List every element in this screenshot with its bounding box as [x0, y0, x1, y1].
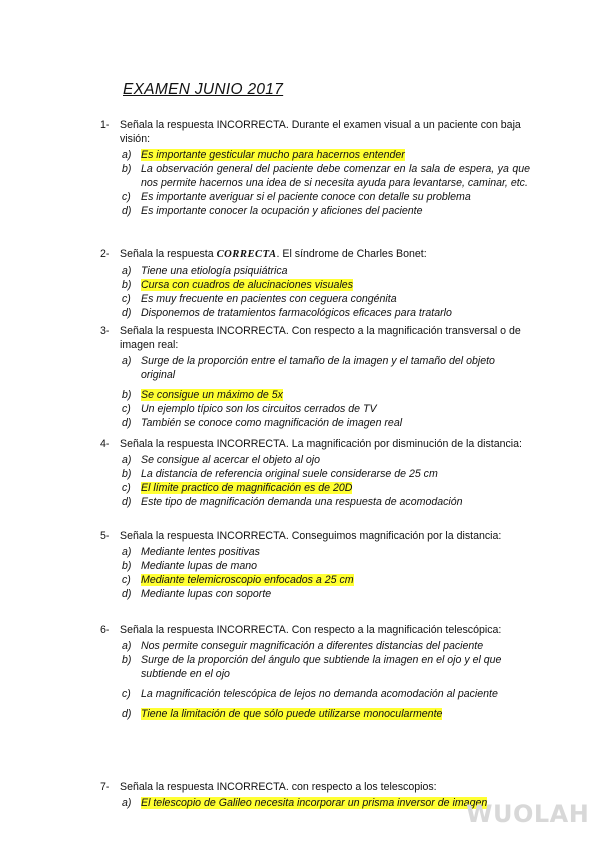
option-text: Este tipo de magnificación demanda una respuesta de acomodación	[141, 496, 463, 508]
option-text: Surge de la proporción del ángulo que subtiende la imagen en el ojo y el que subtiende en el ojo	[141, 654, 502, 680]
option-letter: a)	[122, 149, 132, 161]
highlighted-answer: Se consigue un máximo de 5x	[141, 389, 283, 401]
watermark-logo: WUOLAH	[466, 800, 590, 828]
highlighted-answer: Es importante gesticular mucho para hacernos entender	[141, 149, 405, 161]
question-number: 2-	[100, 248, 110, 260]
options-list	[100, 148, 530, 218]
option-c	[100, 292, 530, 306]
question-text: Señala la respuesta INCORRECTA. Durante el examen visual a un paciente con baja visión:	[120, 119, 521, 145]
highlighted-answer: Tiene la limitación de que sólo puede utilizarse monocularmente	[141, 708, 443, 720]
question-number: 1-	[100, 119, 110, 131]
option-b	[100, 653, 530, 681]
question-text-post: . El síndrome de Charles Bonet:	[276, 248, 427, 260]
option-c	[100, 190, 530, 204]
question-1	[100, 118, 530, 218]
option-b	[100, 278, 530, 292]
question-2	[100, 247, 530, 320]
option-d	[100, 306, 530, 320]
option-letter: c)	[122, 293, 131, 305]
option-letter: a)	[122, 640, 132, 652]
option-text: Un ejemplo típico son los circuitos cerrados de TV	[141, 403, 377, 415]
question-text-pre: Señala la respuesta	[120, 248, 217, 260]
option-b	[100, 388, 530, 402]
option-d	[100, 495, 530, 509]
option-a	[100, 453, 530, 467]
option-letter: a)	[122, 265, 132, 277]
option-text: Se consigue al acercar el objeto al ojo	[141, 454, 321, 466]
option-text: Mediante lupas de mano	[141, 560, 258, 572]
question-number: 3-	[100, 325, 110, 337]
options-list	[100, 264, 530, 320]
option-text: Es muy frecuente en pacientes con ceguera congénita	[141, 293, 397, 305]
option-d	[100, 587, 530, 601]
question-stem	[100, 780, 530, 794]
option-letter: c)	[122, 574, 131, 586]
question-text: Señala la respuesta INCORRECTA. Con respecto a la magnificación transversal o de imagen real:	[120, 325, 521, 351]
question-number: 7-	[100, 781, 110, 793]
option-c	[100, 687, 530, 701]
option-text: Surge de la proporción entre el tamaño de la imagen y el tamaño del objeto original	[141, 355, 495, 381]
option-c	[100, 573, 530, 587]
question-5	[100, 529, 530, 601]
option-text: Es importante conocer la ocupación y aficiones del paciente	[141, 205, 423, 217]
question-3	[100, 324, 530, 430]
option-text: La distancia de referencia original suele considerarse de 25 cm	[141, 468, 438, 480]
option-text: Mediante lupas con soporte	[141, 588, 272, 600]
question-stem	[100, 623, 530, 637]
option-text: La observación general del paciente debe comenzar en la sala de espera, ya que nos permite hacernos una idea de si necesita ayuda para levantarse, caminar, etc.	[141, 163, 530, 189]
options-list	[100, 453, 530, 509]
question-number: 4-	[100, 438, 110, 450]
option-d	[100, 204, 530, 218]
question-text: Señala la respuesta INCORRECTA. La magnificación por disminución de la distancia:	[120, 438, 522, 450]
option-d	[100, 707, 530, 721]
highlighted-answer: El límite practico de magnificación es de 20D	[141, 482, 353, 494]
exam-title: EXAMEN JUNIO 2017	[123, 81, 284, 98]
option-a	[100, 354, 530, 382]
option-a	[100, 545, 530, 559]
question-text: Señala la respuesta INCORRECTA. Con respecto a la magnificación telescópica:	[120, 624, 502, 636]
option-letter: b)	[122, 468, 132, 480]
option-letter: a)	[122, 797, 132, 809]
option-d	[100, 416, 530, 430]
option-letter: c)	[122, 403, 131, 415]
question-6	[100, 623, 530, 721]
option-letter: d)	[122, 588, 132, 600]
option-letter: c)	[122, 191, 131, 203]
option-text: Tiene una etiología psiquiátrica	[141, 265, 288, 277]
option-letter: d)	[122, 708, 132, 720]
option-text: Mediante lentes positivas	[141, 546, 260, 558]
question-text-emphasis: CORRECTA	[216, 249, 277, 260]
option-letter: c)	[122, 482, 131, 494]
question-stem	[100, 529, 530, 543]
question-stem	[100, 247, 530, 262]
option-b	[100, 559, 530, 573]
highlighted-answer: El telescopio de Galileo necesita incorporar un prisma inversor de imagen	[141, 797, 488, 809]
option-letter: b)	[122, 163, 132, 175]
option-letter: d)	[122, 307, 132, 319]
option-text: Nos permite conseguir magnificación a diferentes distancias del paciente	[141, 640, 484, 652]
option-letter: b)	[122, 279, 132, 291]
question-number: 6-	[100, 624, 110, 636]
option-letter: d)	[122, 496, 132, 508]
option-text: La magnificación telescópica de lejos no demanda acomodación al paciente	[141, 688, 498, 700]
option-a	[100, 639, 530, 653]
option-c	[100, 402, 530, 416]
option-c	[100, 481, 530, 495]
question-text: Señala la respuesta INCORRECTA. con respecto a los telescopios:	[120, 781, 437, 793]
highlighted-answer: Cursa con cuadros de alucinaciones visuales	[141, 279, 353, 291]
option-letter: a)	[122, 355, 132, 367]
option-a	[100, 148, 530, 162]
option-letter: c)	[122, 688, 131, 700]
options-list	[100, 354, 530, 430]
option-b	[100, 162, 530, 190]
options-list	[100, 545, 530, 601]
option-letter: b)	[122, 560, 132, 572]
option-text: Es importante averiguar si el paciente conoce con detalle su problema	[141, 191, 471, 203]
option-letter: d)	[122, 417, 132, 429]
option-text: También se conoce como magnificación de imagen real	[141, 417, 403, 429]
highlighted-answer: Mediante telemicroscopio enfocados a 25 cm	[141, 574, 354, 586]
option-a	[100, 264, 530, 278]
question-4	[100, 437, 530, 509]
question-stem	[100, 437, 530, 451]
option-letter: b)	[122, 389, 132, 401]
option-letter: a)	[122, 546, 132, 558]
option-letter: a)	[122, 454, 132, 466]
option-letter: b)	[122, 654, 132, 666]
option-text: Disponemos de tratamientos farmacológicos eficaces para tratarlo	[141, 307, 452, 319]
option-letter: d)	[122, 205, 132, 217]
question-text: Señala la respuesta INCORRECTA. Conseguimos magnificación por la distancia:	[120, 530, 502, 542]
options-list	[100, 639, 530, 721]
option-b	[100, 467, 530, 481]
question-stem	[100, 324, 530, 352]
question-number: 5-	[100, 530, 110, 542]
question-stem	[100, 118, 530, 146]
